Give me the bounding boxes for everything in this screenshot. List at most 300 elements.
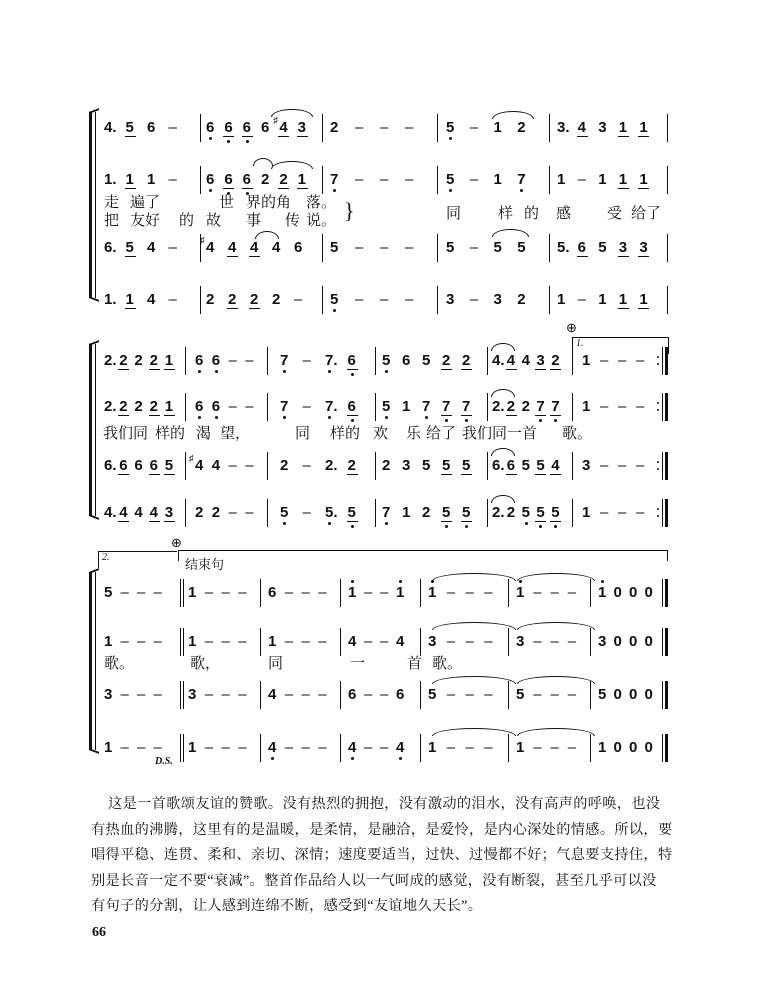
low-octave-dot (198, 370, 201, 373)
note-1: 1 (582, 352, 591, 369)
lyric-verse-3: 给了 (631, 206, 662, 222)
barline (590, 681, 591, 709)
barline (185, 347, 186, 375)
dash-extension: – (245, 398, 254, 415)
dash-extension: – (302, 457, 311, 474)
note-1: 1 (598, 171, 607, 188)
dash-extension: – (221, 584, 230, 601)
dash-extension: – (221, 633, 230, 650)
eighth-underline (278, 136, 289, 137)
dash-extension: – (228, 504, 237, 521)
eighth-underline (638, 188, 649, 189)
dash-extension: – (380, 119, 389, 136)
low-octave-dot (351, 373, 354, 376)
dash-extension: – (355, 119, 364, 136)
dash-extension: – (245, 504, 254, 521)
barline (590, 579, 591, 607)
dash-extension: – (465, 686, 474, 703)
note-3: 3 (598, 119, 607, 136)
eighth-underline (550, 369, 561, 370)
second-ending-label: 2. (102, 552, 110, 563)
eighth-underline (347, 474, 358, 475)
note-4: 4. (104, 504, 117, 521)
note-2: 2 (134, 352, 143, 369)
dash-extension: – (302, 504, 311, 521)
note-4: 4 (521, 352, 530, 369)
dash-extension: – (446, 584, 456, 601)
dash-extension: – (221, 739, 230, 756)
note-6: 6 (402, 352, 411, 369)
note-1: 1 (402, 504, 411, 521)
note-4: 4 (211, 457, 221, 474)
slur (271, 109, 313, 117)
note-4: 4 (149, 504, 158, 521)
note-3: 3 (536, 352, 545, 369)
dash-extension: – (484, 633, 493, 650)
dash-extension: – (380, 584, 389, 601)
final-barline-thin (662, 393, 663, 421)
page-number: 66 (92, 925, 106, 940)
lyric-line: 乐 (406, 426, 422, 442)
dash-extension: – (465, 739, 474, 756)
low-octave-dot (445, 419, 448, 422)
note-6: 6 (396, 686, 405, 703)
low-octave-dot (215, 416, 218, 419)
note-5: 5 (536, 457, 545, 474)
note-5: 5 (442, 457, 451, 474)
note-1: 1 (348, 584, 357, 601)
note-5: 5 (382, 352, 391, 369)
eighth-underline (461, 521, 472, 522)
note-4: 4 (551, 457, 560, 474)
eighth-underline (118, 369, 129, 370)
dash-extension: – (301, 633, 310, 650)
eighth-underline (249, 308, 260, 309)
note-6: 6 (348, 686, 357, 703)
eighth-underline (441, 415, 452, 416)
barline (267, 393, 268, 421)
note-0: 0 (629, 584, 638, 601)
note-3: 3 (582, 457, 591, 474)
double-barline (183, 628, 184, 656)
note-6: 6. (104, 239, 117, 256)
barline (375, 347, 376, 375)
dash-extension: – (318, 739, 327, 756)
note-7: 7 (462, 398, 471, 415)
note-4: 4 (348, 633, 357, 650)
dash-extension: – (600, 504, 609, 521)
note-6: 6 (147, 119, 156, 136)
slur (491, 495, 515, 503)
note-5: 5 (521, 504, 530, 521)
barline (267, 347, 268, 375)
note-3: 3 (639, 239, 648, 256)
dash-extension: – (465, 633, 474, 650)
low-octave-dot (539, 525, 542, 528)
barline (375, 499, 376, 527)
dash-extension: – (153, 686, 162, 703)
note-7: 7 (280, 398, 289, 415)
note-2: 2 (272, 291, 281, 308)
low-octave-dot (271, 757, 274, 760)
dal-segno-mark: D.S. (155, 756, 173, 767)
slur (492, 111, 534, 119)
low-octave-dot (227, 140, 230, 143)
note-0: 0 (644, 739, 653, 756)
lyric-line: 歌。 (562, 426, 593, 442)
eighth-underline (223, 136, 234, 137)
note-1: 1. (104, 171, 117, 188)
note-3: 3 (516, 633, 525, 650)
dash-extension: – (636, 457, 645, 474)
final-barline-thick (665, 393, 668, 421)
note-1: 1 (125, 171, 134, 188)
double-barline (183, 734, 184, 762)
barline (375, 452, 376, 480)
eighth-underline (347, 415, 358, 416)
dash-extension: – (120, 739, 129, 756)
note-2: 2 (347, 457, 356, 474)
note-6: 6 (506, 457, 516, 474)
dash-extension: – (153, 739, 162, 756)
dash-extension: – (245, 352, 254, 369)
note-2: 2 (228, 291, 237, 308)
barline (260, 628, 261, 656)
note-3: 3. (557, 119, 570, 136)
note-2: 2 (206, 291, 215, 308)
barline (549, 234, 550, 262)
note-1: 1 (104, 739, 113, 756)
note-5: 5 (446, 119, 455, 136)
slur (432, 573, 516, 581)
eighth-underline (461, 415, 472, 416)
barline (667, 286, 668, 314)
note-1: 1 (516, 584, 525, 601)
note-7: 7 (330, 171, 339, 188)
high-octave-dot (601, 580, 604, 583)
note-4: 4. (492, 352, 505, 369)
dash-extension: – (380, 739, 389, 756)
eighth-underline (149, 521, 160, 522)
barline (508, 628, 509, 656)
dash-extension: – (600, 352, 609, 369)
eighth-underline (618, 308, 629, 309)
note-7: 7. (325, 352, 338, 369)
note-1: 1 (428, 584, 437, 601)
dash-extension: – (301, 686, 310, 703)
note-5: 5 (125, 239, 134, 256)
low-octave-dot (283, 522, 286, 525)
note-4: 4 (577, 119, 586, 136)
dash-extension: – (405, 291, 414, 308)
barline (420, 628, 421, 656)
dash-extension: – (465, 584, 474, 601)
eighth-underline (550, 521, 561, 522)
slur (253, 158, 273, 166)
note-5: 5 (280, 504, 289, 521)
eighth-underline (638, 308, 649, 309)
note-3: 3 (618, 239, 628, 256)
double-barline (180, 628, 181, 656)
note-0: 0 (613, 739, 622, 756)
coda-sign: ⊕ (566, 320, 577, 335)
eighth-underline (118, 474, 129, 475)
note-6: 6 (242, 119, 251, 136)
dash-extension: – (301, 739, 310, 756)
note-1: 1 (493, 171, 502, 188)
slur (271, 161, 313, 169)
eighth-underline (618, 136, 629, 137)
final-barline-thin (662, 681, 663, 709)
note-5: 5 (551, 504, 560, 521)
dash-extension: – (600, 457, 609, 474)
dash-extension: – (618, 457, 627, 474)
dash-extension: – (550, 686, 559, 703)
note-0: 0 (644, 584, 653, 601)
barline (322, 286, 323, 314)
note-1: 1 (582, 504, 591, 521)
note-0: 0 (644, 633, 653, 650)
note-2: 2 (422, 504, 431, 521)
low-octave-dot (465, 525, 468, 528)
lyric-line: 歌， (190, 656, 221, 672)
note-6: 6 (294, 239, 303, 256)
low-octave-dot (554, 525, 557, 528)
barline (487, 452, 488, 480)
note-6: 6 (206, 119, 215, 136)
dash-extension: – (405, 119, 414, 136)
barline (590, 628, 591, 656)
eighth-underline (461, 369, 472, 370)
dash-extension: – (469, 119, 479, 136)
note-7: 7 (517, 171, 526, 188)
eighth-underline (461, 474, 472, 475)
note-1: 1 (557, 291, 566, 308)
note-6: 6 (224, 119, 233, 136)
dash-extension: – (405, 171, 414, 188)
dash-extension: – (284, 739, 294, 756)
barline (260, 681, 261, 709)
dash-extension: – (204, 739, 214, 756)
eighth-underline (125, 256, 136, 257)
barline (200, 114, 201, 142)
dash-extension: – (221, 686, 230, 703)
barline (185, 499, 186, 527)
note-1: 1 (557, 171, 566, 188)
repeat-dot (657, 363, 659, 365)
lyric-verse-3: 感 (556, 206, 572, 222)
lyric-verse-3: 受 (607, 206, 623, 222)
note-5: 5 (536, 504, 545, 521)
note-0: 0 (644, 686, 653, 703)
low-octave-dot (399, 757, 402, 760)
dash-extension: – (355, 239, 364, 256)
note-1: 1 (582, 398, 591, 415)
note-6: 6 (149, 457, 158, 474)
dash-extension: – (577, 291, 586, 308)
dash-extension: – (577, 171, 586, 188)
lyric-line: 同 (268, 656, 284, 672)
low-octave-dot (539, 419, 542, 422)
final-barline-thick (665, 579, 668, 607)
final-barline-thick (665, 734, 668, 762)
dash-extension: – (168, 171, 177, 188)
note-7: 7 (536, 398, 545, 415)
lyric-line: 样的 (155, 426, 186, 442)
low-octave-dot (449, 189, 452, 192)
note-2: 2 (462, 352, 471, 369)
note-1: 1 (516, 739, 525, 756)
note-4: 4 (396, 633, 405, 650)
low-octave-dot (283, 416, 286, 419)
staff-brace (89, 572, 96, 750)
note-2: 2. (492, 504, 505, 521)
note-5: 5 (446, 171, 455, 188)
eighth-underline (297, 136, 308, 137)
note-4: 4 (396, 739, 405, 756)
note-4: 4 (272, 239, 281, 256)
eighth-underline (441, 474, 452, 475)
note-1: 1 (598, 291, 607, 308)
dash-extension: – (567, 633, 577, 650)
lyric-line: 同 (295, 426, 311, 442)
dash-extension: – (228, 398, 237, 415)
paragraph-line: 唱得平稳、连贯、柔和、亲切、深情；速度要适当，过快、过慢都不好；气息要支持住，特 (91, 847, 673, 863)
dash-extension: – (446, 739, 456, 756)
dash-extension: – (567, 739, 577, 756)
eighth-underline (577, 136, 588, 137)
eighth-underline (638, 256, 649, 257)
lyric-verse-3: 样 (498, 206, 514, 222)
barline (667, 114, 668, 142)
note-5: 5 (516, 686, 525, 703)
note-1: 1 (428, 739, 437, 756)
first-ending-bracket (572, 337, 669, 354)
eighth-underline (577, 256, 588, 257)
dash-extension: – (168, 291, 177, 308)
lyric-line: 我们同一首 (462, 426, 538, 442)
sharp-sign: ♯ (189, 453, 194, 463)
note-4: 4 (195, 457, 204, 474)
ending-section-label: 结束句 (185, 557, 225, 572)
eighth-underline (118, 415, 129, 416)
eighth-underline (506, 369, 517, 370)
dash-extension: – (567, 686, 577, 703)
note-1: 1 (618, 171, 628, 188)
note-5: 5 (428, 686, 437, 703)
note-2: 2 (382, 457, 391, 474)
dash-extension: – (153, 633, 162, 650)
barline (340, 734, 341, 762)
note-2: 2 (517, 119, 526, 136)
dash-extension: – (405, 239, 414, 256)
dash-extension: – (228, 352, 237, 369)
dash-extension: – (318, 584, 327, 601)
note-4: 4 (147, 239, 156, 256)
eighth-underline (223, 188, 234, 189)
low-octave-dot (351, 757, 354, 760)
dash-extension: – (550, 584, 559, 601)
barline (487, 499, 488, 527)
dash-extension: – (618, 398, 627, 415)
slur (491, 389, 515, 397)
dash-extension: – (120, 633, 129, 650)
dash-extension: – (484, 739, 493, 756)
lyric-verse-2: 说。 (306, 213, 337, 229)
note-2: 2 (551, 352, 560, 369)
note-6: 6 (224, 171, 233, 188)
lyric-verse-2: 友好 (130, 213, 161, 229)
slur (491, 343, 515, 351)
barline (322, 166, 323, 194)
low-octave-dot (333, 189, 336, 192)
note-2: 2 (279, 171, 288, 188)
dash-extension: – (618, 504, 627, 521)
barline (340, 681, 341, 709)
eighth-underline (506, 474, 517, 475)
dash-extension: – (137, 686, 146, 703)
note-5: 5 (422, 352, 431, 369)
low-octave-dot (425, 416, 428, 419)
note-7: 7 (551, 398, 560, 415)
note-6: 6 (242, 171, 251, 188)
note-6: 6 (206, 171, 215, 188)
dash-extension: – (533, 584, 542, 601)
low-octave-dot (520, 189, 523, 192)
eighth-underline (618, 256, 629, 257)
barline (267, 452, 268, 480)
barline (487, 347, 488, 375)
barline (437, 234, 438, 262)
eighth-underline (149, 369, 160, 370)
note-7: 7 (280, 352, 289, 369)
note-5: 5 (382, 398, 391, 415)
dash-extension: – (137, 739, 146, 756)
note-2: 2 (330, 119, 339, 136)
note-1: 1 (188, 739, 197, 756)
dash-extension: – (469, 291, 479, 308)
double-barline (180, 579, 181, 607)
dash-extension: – (204, 686, 214, 703)
eighth-underline (535, 369, 546, 370)
barline (375, 393, 376, 421)
note-5: 5 (164, 457, 174, 474)
low-octave-dot (449, 137, 452, 140)
lyric-verse-2: 事 (246, 213, 262, 229)
low-octave-dot (445, 525, 448, 528)
double-barline (183, 681, 184, 709)
eighth-underline (164, 415, 175, 416)
barline (200, 286, 201, 314)
dash-extension: – (380, 239, 389, 256)
barline (549, 166, 550, 194)
note-4: 4 (250, 239, 259, 256)
lyric-verse-1: 遍了 (130, 195, 161, 211)
note-2: 2 (119, 352, 128, 369)
note-1: 1 (402, 398, 411, 415)
note-0: 0 (613, 584, 622, 601)
dash-extension: – (484, 584, 493, 601)
dash-extension: – (618, 352, 627, 369)
note-6: 6 (211, 398, 221, 415)
barline (508, 681, 509, 709)
note-4: 4 (506, 352, 516, 369)
barline (549, 286, 550, 314)
barline (549, 114, 550, 142)
dash-extension: – (380, 171, 389, 188)
note-6: 6 (134, 457, 143, 474)
lyric-line: 给了 (426, 426, 457, 442)
